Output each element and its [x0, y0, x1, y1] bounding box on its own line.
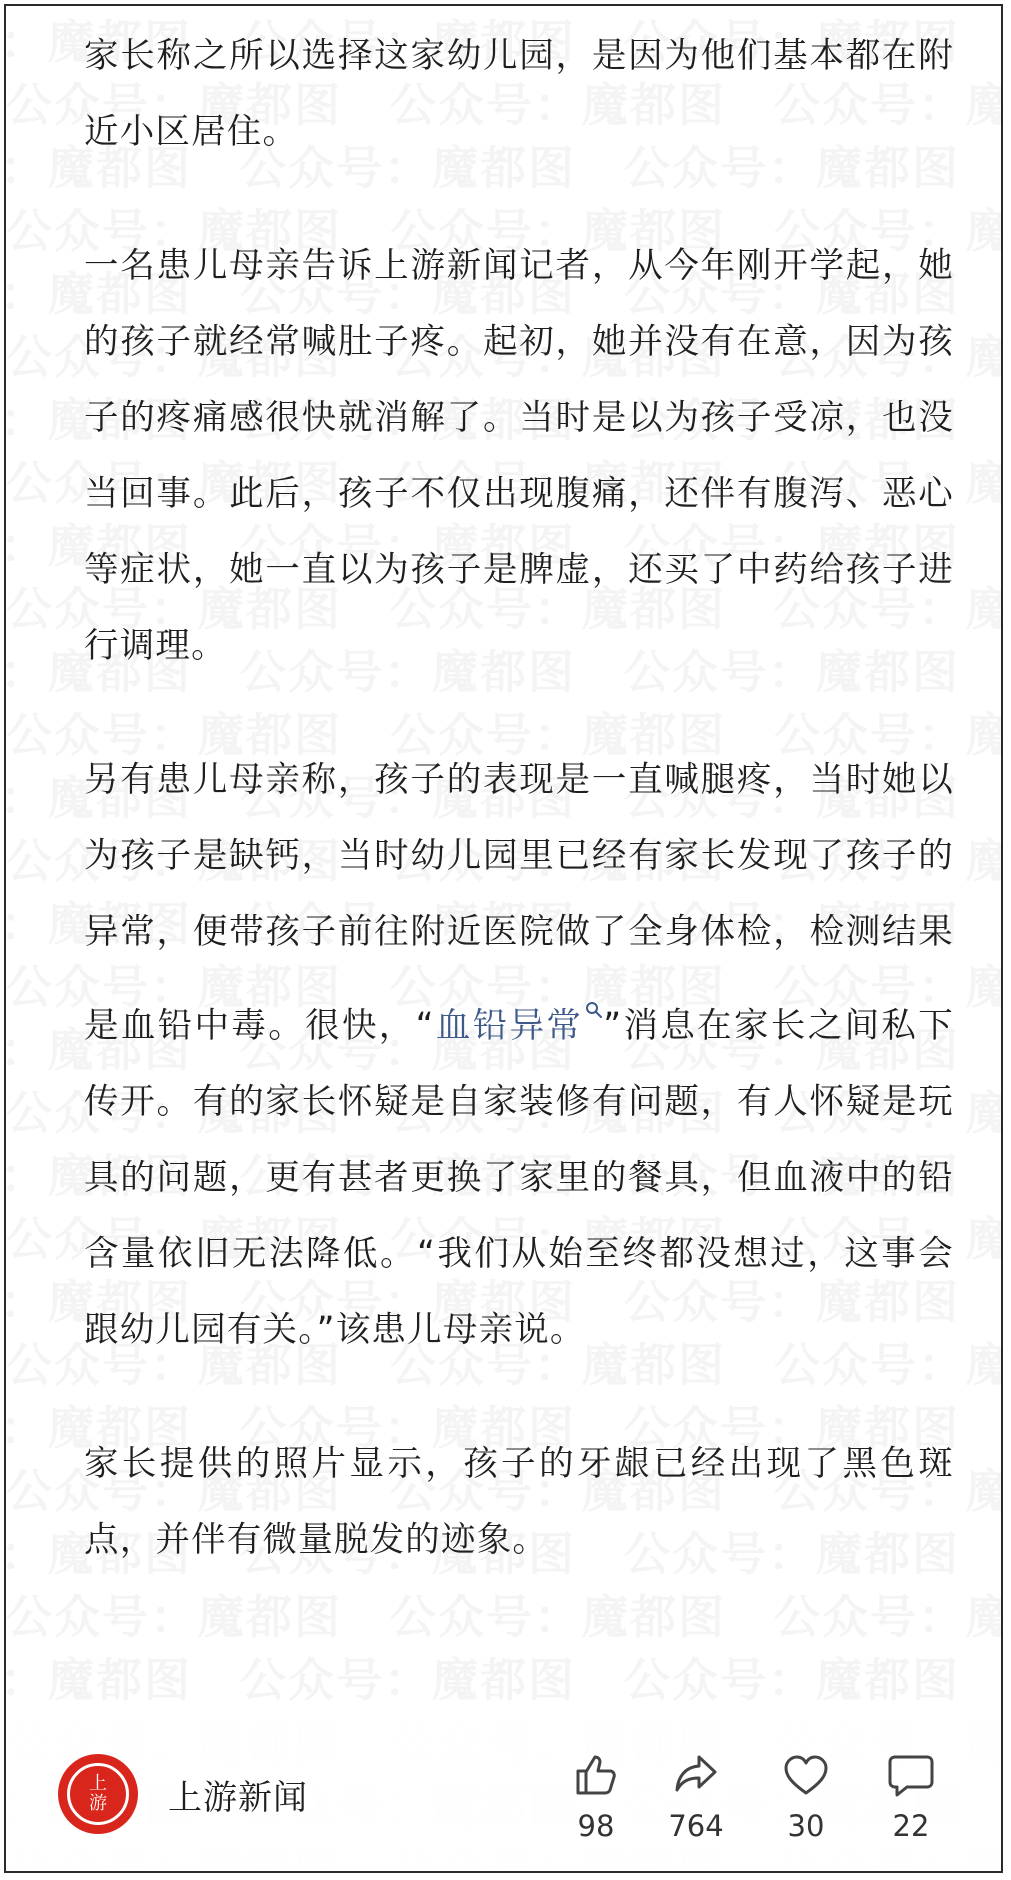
comment-bubble-icon[interactable] — [887, 1751, 935, 1799]
like-button[interactable] — [551, 1751, 641, 1843]
logo-glyph-bottom: 游 — [89, 1793, 107, 1814]
share-button[interactable] — [651, 1751, 741, 1843]
share-arrow-icon[interactable] — [672, 1751, 720, 1799]
paragraph-4: 家长提供的照片显示，孩子的牙龈已经出现了黑色斑点，并伴有微量脱发的迹象。 — [84, 1444, 954, 1560]
source-account[interactable] — [58, 1754, 308, 1834]
article-screenshot — [4, 4, 1003, 1873]
article-body — [84, 18, 954, 1636]
paragraph-3-part-1: 另有患儿母亲称，孩子的表现是一直喊腿疼，当时她以为孩子是缺钙，当时幼儿园里已经有家长发现了孩子的异常，便带孩子前往附近医院做了全身体检，检测结果是血铅中毒。很快，“ — [84, 760, 954, 1046]
comment-button[interactable] — [866, 1751, 956, 1843]
watermark-row — [4, 1644, 1003, 1704]
logo-glyph-top: 上 — [89, 1773, 107, 1794]
like-count: 98 — [577, 1809, 615, 1843]
favorite-count: 30 — [787, 1809, 825, 1843]
source-name[interactable]: 上游新闻 — [168, 1777, 308, 1818]
search-icon[interactable] — [585, 970, 603, 988]
source-logo-mark — [67, 1763, 129, 1825]
paragraph-2: 一名患儿母亲告诉上游新闻记者，从今年刚开学起，她的孩子就经常喊肚子疼。起初，她并没有在意，因为孩子的疼痛感很快就消解了。当时是以为孩子受凉，也没当回事。此后，孩子不仅出现腹痛，还伴有腹泻、恶心等症状，她一直以为孩子是脾虚，还买了中药给孩子进行调理。 — [84, 246, 954, 666]
article-footer-bar — [6, 1711, 1001, 1871]
paragraph-3 — [84, 742, 954, 1368]
thumbs-up-icon[interactable] — [572, 1751, 620, 1799]
paragraph-1: 家长称之所以选择这家幼儿园，是因为他们基本都在附近小区居住。 — [84, 36, 954, 152]
keyword-search-link[interactable] — [435, 1006, 604, 1046]
heart-icon[interactable] — [782, 1751, 830, 1799]
comment-count: 22 — [892, 1809, 930, 1843]
paragraph-3-part-2: ”消息在家长之间私下传开。有的家长怀疑是自家装修有问题，有人怀疑是玩具的问题，更有甚者更换了家里的餐具，但血液中的铅含量依旧无法降低。“我们从始至终都没想过，这事会跟幼儿园有关。”该患儿母亲说。 — [84, 1006, 954, 1350]
source-logo[interactable] — [58, 1754, 138, 1834]
share-count: 764 — [668, 1809, 724, 1843]
favorite-button[interactable] — [761, 1751, 851, 1843]
keyword-link-text[interactable]: 血铅异常 — [434, 1006, 584, 1046]
